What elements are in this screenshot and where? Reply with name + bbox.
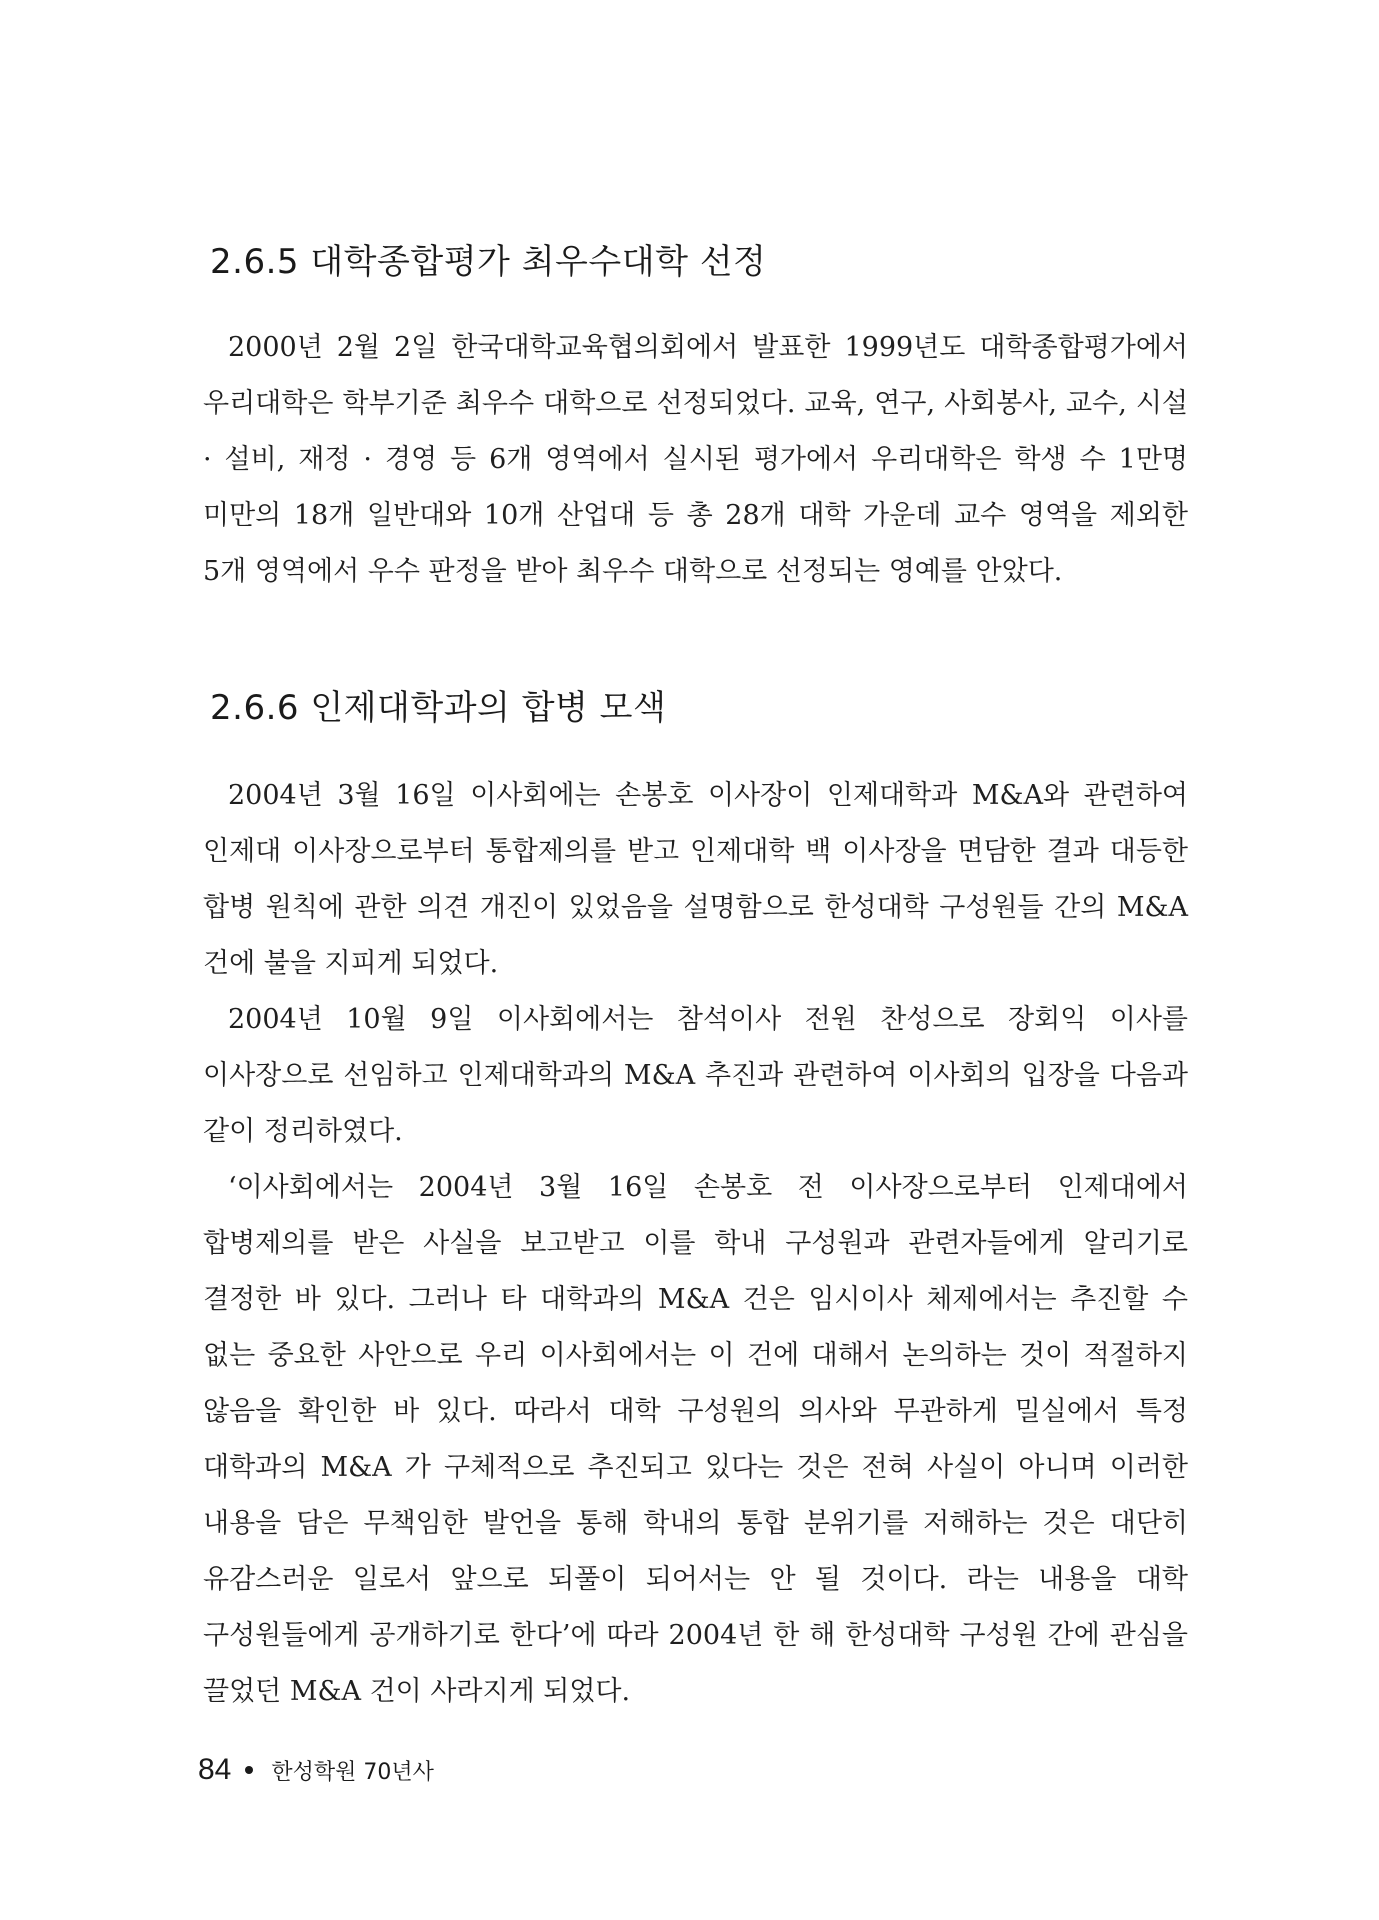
body-paragraph: 2000년 2월 2일 한국대학교육협의회에서 발표한 1999년도 대학종합평가에서 우리대학은 학부기준 최우수 대학으로 선정되었다. 교육, 연구, 사회봉사, 교수, 시설 · 설비, 재정 · 경영 등 6개 영역에서 실시된 평가에서 우리대학은 학생 수 1만명 미만의 18개 일반대와 10개 산업대 등 총 28개 대학 가운데 교수 영역을 제외한 5개 영역에서 우수 판정을 받아 최우수 대학으로 선정되는 영예를 안았다.: [203, 332, 1188, 587]
body-paragraph: 2004년 10월 9일 이사회에서는 참석이사 전원 찬성으로 장회익 이사를 이사장으로 선임하고 인제대학과의 M&A 추진과 관련하여 이사회의 입장을 다음과 같이 정리하였다.: [203, 1004, 1188, 1147]
book-title: 한성학원 70년사: [271, 1759, 434, 1785]
bullet-dot-icon: [245, 1766, 253, 1774]
section-heading: 2.6.5 대학종합평가 최우수대학 선정: [210, 242, 767, 282]
page-number: 84: [198, 1753, 232, 1786]
section-2-6-5: [203, 232, 1188, 600]
section-heading: 2.6.6 인제대학과의 합병 모색: [210, 688, 667, 728]
section-2-6-6: [203, 678, 1188, 1720]
page-footer: [198, 1748, 434, 1792]
body-paragraph: 2004년 3월 16일 이사회에는 손봉호 이사장이 인제대학과 M&A와 관련하여 인제대 이사장으로부터 통합제의를 받고 인제대학 백 이사장을 면담한 결과 대등한 합병 원칙에 관한 의견 개진이 있었음을 설명함으로 한성대학 구성원들 간의 M&A 건에 불을 지피게 되었다.: [203, 780, 1188, 979]
body-paragraph: ‘이사회에서는 2004년 3월 16일 손봉호 전 이사장으로부터 인제대에서 합병제의를 받은 사실을 보고받고 이를 학내 구성원과 관련자들에게 알리기로 결정한 바 있다. 그러나 타 대학과의 M&A 건은 임시이사 체제에서는 추진할 수 없는 중요한 사안으로 우리 이사회에서는 이 건에 대해서 논의하는 것이 적절하지 않음을 확인한 바 있다. 따라서 대학 구성원의 의사와 무관하게 밀실에서 특정 대학과의 M&A 가 구체적으로 추진되고 있다는 것은 전혀 사실이 아니며 이러한 내용을 담은 무책임한 발언을 통해 학내의 통합 분위기를 저해하는 것은 대단히 유감스러운 일로서 앞으로 되풀이 되어서는 안 될 것이다. 라는 내용을 대학 구성원들에게 공개하기로 한다’에 따라 2004년 한 해 한성대학 구성원 간에 관심을 끌었던 M&A 건이 사라지게 되었다.: [203, 1172, 1188, 1707]
